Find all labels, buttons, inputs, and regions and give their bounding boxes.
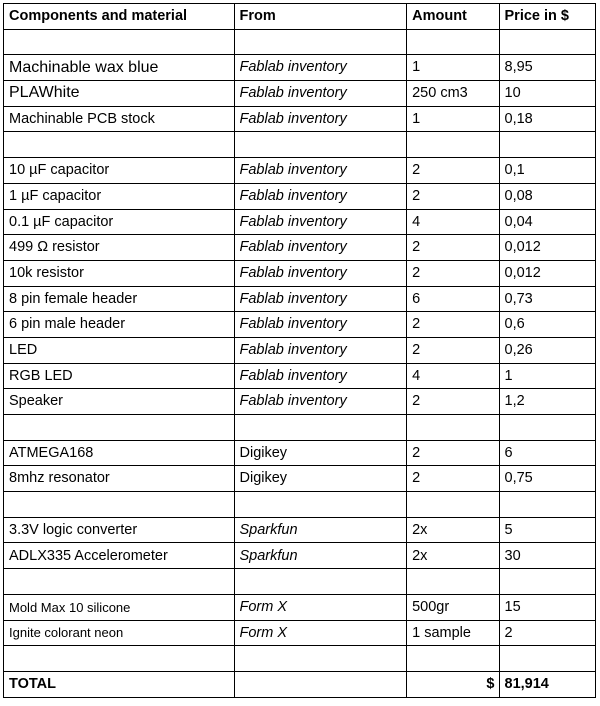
amount-cell: 1 [407,106,499,132]
empty-cell [407,569,499,595]
component-cell: 0.1 µF capacitor [4,209,235,235]
empty-cell [407,132,499,158]
from-cell: Fablab inventory [234,55,407,81]
empty-cell [234,671,407,697]
from-cell: Form X [234,620,407,646]
table-row [4,389,596,415]
from-cell: Fablab inventory [234,235,407,261]
from-cell: Fablab inventory [234,81,407,107]
price-cell: 30 [499,543,596,569]
from-cell: Fablab inventory [234,337,407,363]
empty-cell [407,415,499,441]
component-cell: RGB LED [4,363,235,389]
total-label: TOTAL [4,671,235,697]
price-cell: 0,012 [499,260,596,286]
price-cell: 15 [499,594,596,620]
empty-row [4,29,596,55]
price-cell: 0,26 [499,337,596,363]
price-cell: 0,012 [499,235,596,261]
from-cell: Fablab inventory [234,312,407,338]
empty-cell [407,29,499,55]
price-cell: 0,08 [499,183,596,209]
component-cell: 10k resistor [4,260,235,286]
component-cell: 8 pin female header [4,286,235,312]
amount-cell: 2 [407,440,499,466]
table-row [4,543,596,569]
empty-row [4,569,596,595]
total-currency: $ [407,671,499,697]
empty-cell [234,29,407,55]
price-cell: 6 [499,440,596,466]
price-cell: 0,6 [499,312,596,338]
from-cell: Fablab inventory [234,363,407,389]
empty-row [4,646,596,672]
table-row [4,517,596,543]
component-cell: Mold Max 10 silicone [4,594,235,620]
amount-cell: 2 [407,260,499,286]
from-cell: Fablab inventory [234,106,407,132]
table-row [4,55,596,81]
header-price: Price in $ [499,4,596,30]
amount-cell: 2 [407,158,499,184]
amount-cell: 1 [407,55,499,81]
amount-cell: 250 cm3 [407,81,499,107]
empty-cell [4,569,235,595]
price-cell: 8,95 [499,55,596,81]
header-amount: Amount [407,4,499,30]
component-cell: ADLX335 Accelerometer [4,543,235,569]
from-cell: Fablab inventory [234,183,407,209]
component-cell: PLAWhite [4,81,235,107]
header-from: From [234,4,407,30]
header-component: Components and material [4,4,235,30]
header-row [4,4,596,30]
empty-cell [234,569,407,595]
amount-cell: 2 [407,312,499,338]
components-table [3,3,596,698]
from-cell: Fablab inventory [234,389,407,415]
table-row [4,312,596,338]
amount-cell: 2x [407,543,499,569]
amount-cell: 1 sample [407,620,499,646]
amount-cell: 4 [407,209,499,235]
amount-cell: 2 [407,389,499,415]
amount-cell: 6 [407,286,499,312]
table-row [4,466,596,492]
from-cell: Fablab inventory [234,209,407,235]
empty-cell [4,646,235,672]
table-row [4,337,596,363]
price-cell: 0,75 [499,466,596,492]
empty-cell [407,646,499,672]
from-cell: Digikey [234,466,407,492]
empty-cell [234,492,407,518]
table-row [4,440,596,466]
empty-row [4,492,596,518]
from-cell: Form X [234,594,407,620]
price-cell: 1,2 [499,389,596,415]
table-row [4,260,596,286]
component-cell: 499 Ω resistor [4,235,235,261]
component-cell: Ignite colorant neon [4,620,235,646]
table-row [4,620,596,646]
table-row [4,594,596,620]
component-cell: Machinable wax blue [4,55,235,81]
price-cell: 0,1 [499,158,596,184]
from-cell: Fablab inventory [234,286,407,312]
component-cell: LED [4,337,235,363]
empty-cell [499,646,596,672]
amount-cell: 2 [407,466,499,492]
amount-cell: 2x [407,517,499,543]
amount-cell: 4 [407,363,499,389]
component-cell: 6 pin male header [4,312,235,338]
price-cell: 5 [499,517,596,543]
price-cell: 1 [499,363,596,389]
component-cell: 10 µF capacitor [4,158,235,184]
amount-cell: 2 [407,337,499,363]
component-cell: 3.3V logic converter [4,517,235,543]
table-row [4,235,596,261]
component-cell: Machinable PCB stock [4,106,235,132]
price-cell: 0,18 [499,106,596,132]
empty-row [4,415,596,441]
table-row [4,209,596,235]
price-cell: 0,73 [499,286,596,312]
table-row [4,363,596,389]
total-row [4,671,596,697]
empty-cell [234,646,407,672]
empty-cell [499,569,596,595]
amount-cell: 500gr [407,594,499,620]
table-row [4,183,596,209]
component-cell: 1 µF capacitor [4,183,235,209]
from-cell: Sparkfun [234,517,407,543]
component-cell: Speaker [4,389,235,415]
total-value: 81,914 [499,671,596,697]
amount-cell: 2 [407,235,499,261]
empty-cell [499,29,596,55]
price-cell: 10 [499,81,596,107]
empty-cell [499,492,596,518]
from-cell: Fablab inventory [234,158,407,184]
from-cell: Digikey [234,440,407,466]
empty-cell [499,415,596,441]
empty-cell [234,132,407,158]
price-cell: 0,04 [499,209,596,235]
component-cell: ATMEGA168 [4,440,235,466]
from-cell: Fablab inventory [234,260,407,286]
empty-cell [4,29,235,55]
table-row [4,286,596,312]
table-row [4,106,596,132]
table-row [4,81,596,107]
empty-cell [4,132,235,158]
price-cell: 2 [499,620,596,646]
empty-cell [499,132,596,158]
table-row [4,158,596,184]
amount-cell: 2 [407,183,499,209]
empty-cell [4,492,235,518]
component-cell: 8mhz resonator [4,466,235,492]
empty-row [4,132,596,158]
from-cell: Sparkfun [234,543,407,569]
empty-cell [407,492,499,518]
empty-cell [234,415,407,441]
empty-cell [4,415,235,441]
